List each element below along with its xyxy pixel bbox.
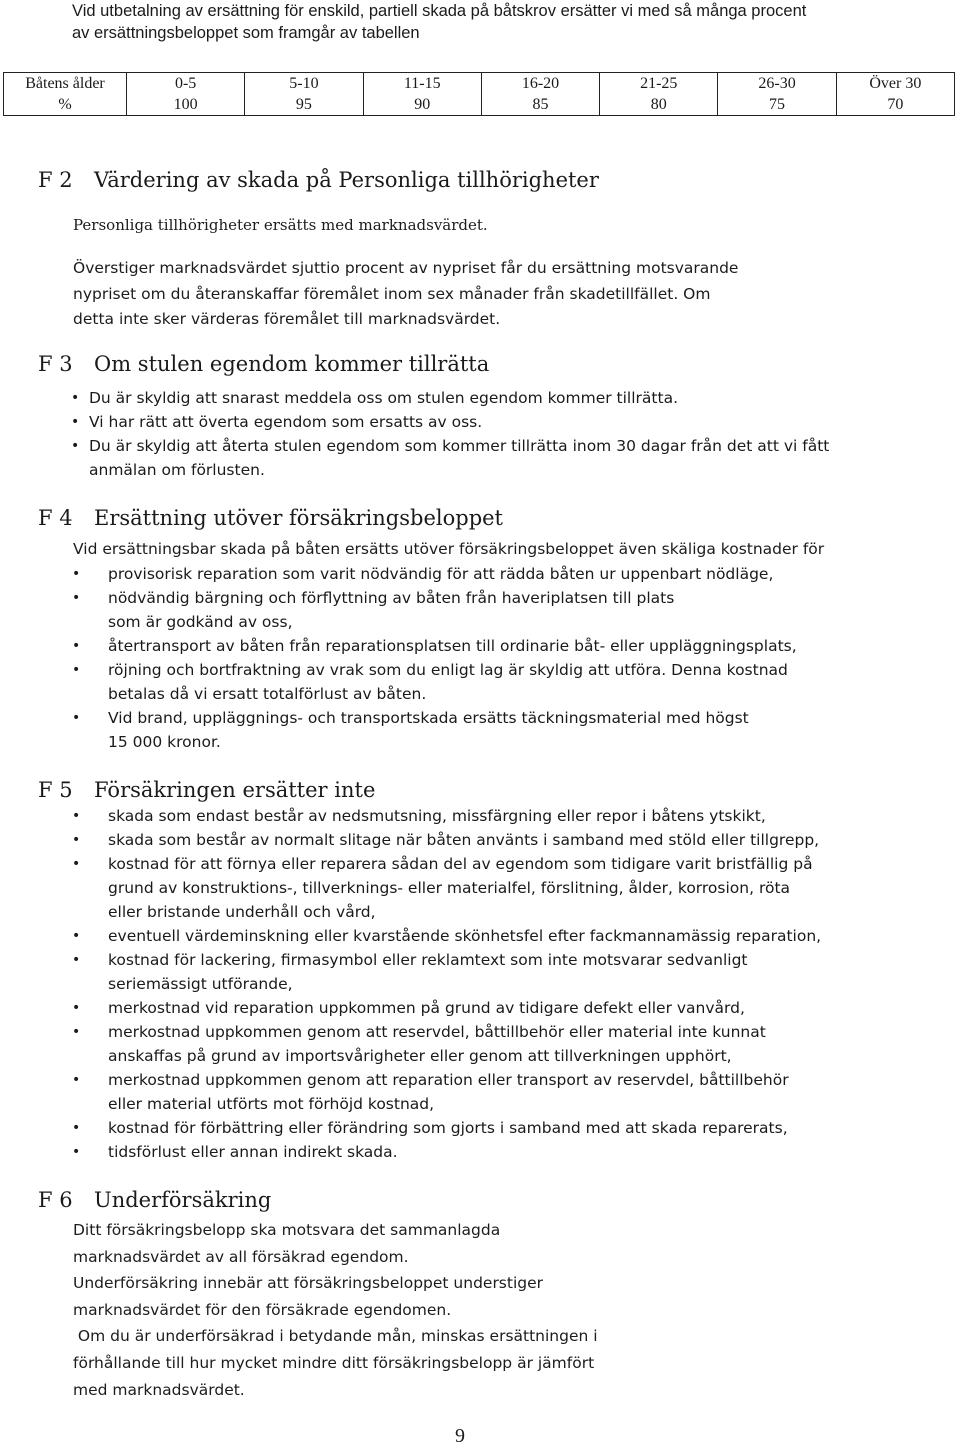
- section-f3-heading: [0, 350, 960, 378]
- section-title: Värdering av skada på Personliga tillhörigheter: [94, 168, 599, 192]
- list-item: • tidsförlust eller annan indirekt skada.: [72, 1143, 398, 1161]
- table-cell: 0-5 100: [127, 73, 245, 116]
- intro-line: Vid utbetalning av ersättning för enskild, partiell skada på båtskrov ersätter vi med så många procent: [72, 2, 807, 20]
- section-title: Om stulen egendom kommer tillrätta: [94, 352, 490, 376]
- intro-line: av ersättningsbeloppet som framgår av tabellen: [72, 24, 420, 42]
- section-title: Försäkringen ersätter inte: [94, 778, 376, 802]
- table-cell: Båtens ålder %: [4, 73, 127, 116]
- list-item: • merkostnad vid reparation uppkommen på grund av tidigare defekt eller vanvård,: [72, 999, 745, 1017]
- list-item: • Du är skyldig att snarast meddela oss om stulen egendom kommer tillrätta.: [71, 389, 678, 407]
- table-cell: 5-10 95: [245, 73, 363, 116]
- table-cell: 26-30 75: [718, 73, 836, 116]
- list-item: • röjning och bortfraktning av vrak som du enligt lag är skyldig att utföra. Denna kostnad betalas då vi ersatt totalförlust av båten.: [72, 661, 788, 703]
- list-item: • merkostnad uppkommen genom att reservdel, båttillbehör eller material inte kunnat anskaffas på grund av importsvårigheter eller genom att tillverkningen upphört,: [72, 1023, 766, 1065]
- list-item: • återtransport av båten från reparationsplatsen till ordinarie båt- eller uppläggningsplats,: [72, 637, 797, 655]
- section-title: Ersättning utöver försäkringsbeloppet: [94, 506, 503, 530]
- list-item: • nödvändig bärgning och förflyttning av båten från haveriplatsen till plats som är godkänd av oss,: [72, 589, 675, 631]
- list-item: • Vid brand, uppläggnings- och transportskada ersätts täckningsmaterial med högst 15 000 kronor.: [72, 709, 749, 751]
- list-item: • eventuell värdeminskning eller kvarstående skönhetsfel efter fackmannamässig reparation,: [72, 927, 822, 945]
- f4-lead: Vid ersättningsbar skada på båten ersätts utöver försäkringsbeloppet även skäliga kostnader för: [73, 540, 825, 558]
- f6-paragraph: Ditt försäkringsbelopp ska motsvara det sammanlagda marknadsvärdet av all försäkrad egendom. Underförsäkring innebär att försäkringsbeloppet understiger marknadsvärdet för den försäkrade egendomen. Om du är underförsäkrad i betydande mån, minskas ersättningen i förhållande till hur mycket mindre ditt försäkringsbelopp är jämfört med marknadsvärdet.: [73, 1221, 598, 1399]
- page-number: 9: [455, 1425, 465, 1447]
- table-cell: 11-15 90: [363, 73, 481, 116]
- section-title: Underförsäkring: [94, 1188, 272, 1212]
- f2-paragraph-1: Personliga tillhörigheter ersätts med marknadsvärdet.: [73, 216, 488, 234]
- table-cell: Över 30 70: [836, 73, 954, 116]
- section-f4-heading: [0, 504, 960, 532]
- list-item: • kostnad för lackering, firmasymbol eller reklamtext som inte motsvarar sedvanligt seriemässigt utförande,: [72, 951, 748, 993]
- section-number: F 4: [38, 506, 73, 530]
- f2-paragraph-2: Överstiger marknadsvärdet sjuttio procent av nypriset får du ersättning motsvarande nypriset om du återanskaffar föremålet inom sex månader från skadetillfället. Om detta inte sker värderas föremålet till marknadsvärdet.: [73, 259, 739, 328]
- section-number: F 5: [38, 778, 73, 802]
- f4-list: [72, 562, 928, 754]
- f5-list: [72, 804, 938, 1164]
- table-cell: 16-20 85: [481, 73, 599, 116]
- list-item: • skada som består av normalt slitage när båten använts i samband med stöld eller tillgrepp,: [72, 831, 820, 849]
- list-item: • merkostnad uppkommen genom att reparation eller transport av reservdel, båttillbehör eller material utförts mot förhöjd kostnad,: [72, 1071, 789, 1113]
- section-f6-heading: [0, 1186, 960, 1214]
- section-number: F 6: [38, 1188, 73, 1212]
- section-f5-heading: [0, 776, 960, 804]
- intro-text: [72, 0, 932, 44]
- f3-list: [71, 386, 939, 482]
- list-item: • kostnad för förbättring eller förändring som gjorts i samband med att skada reparerats,: [72, 1119, 788, 1137]
- section-f2-heading: [0, 166, 960, 194]
- list-item: • Du är skyldig att återta stulen egendom som kommer tillrätta inom 30 dagar från det att vi fått anmälan om förlusten.: [71, 437, 830, 479]
- list-item: • provisorisk reparation som varit nödvändig för att rädda båten ur uppenbart nödläge,: [72, 565, 774, 583]
- boat-age-table: [3, 72, 955, 116]
- table-cell: 21-25 80: [600, 73, 718, 116]
- list-item: • skada som endast består av nedsmutsning, missfärgning eller repor i båtens ytskikt,: [72, 807, 766, 825]
- list-item: • kostnad för att förnya eller reparera sådan del av egendom som tidigare varit bristfällig på grund av konstruktions-, tillverknings- eller materialfel, förslitning, ålder, korrosion, röta eller bristande underhåll och vård,: [72, 855, 813, 921]
- list-item: • Vi har rätt att överta egendom som ersatts av oss.: [71, 413, 483, 431]
- section-number: F 2: [38, 168, 73, 192]
- section-number: F 3: [38, 352, 73, 376]
- table-row: [4, 73, 955, 116]
